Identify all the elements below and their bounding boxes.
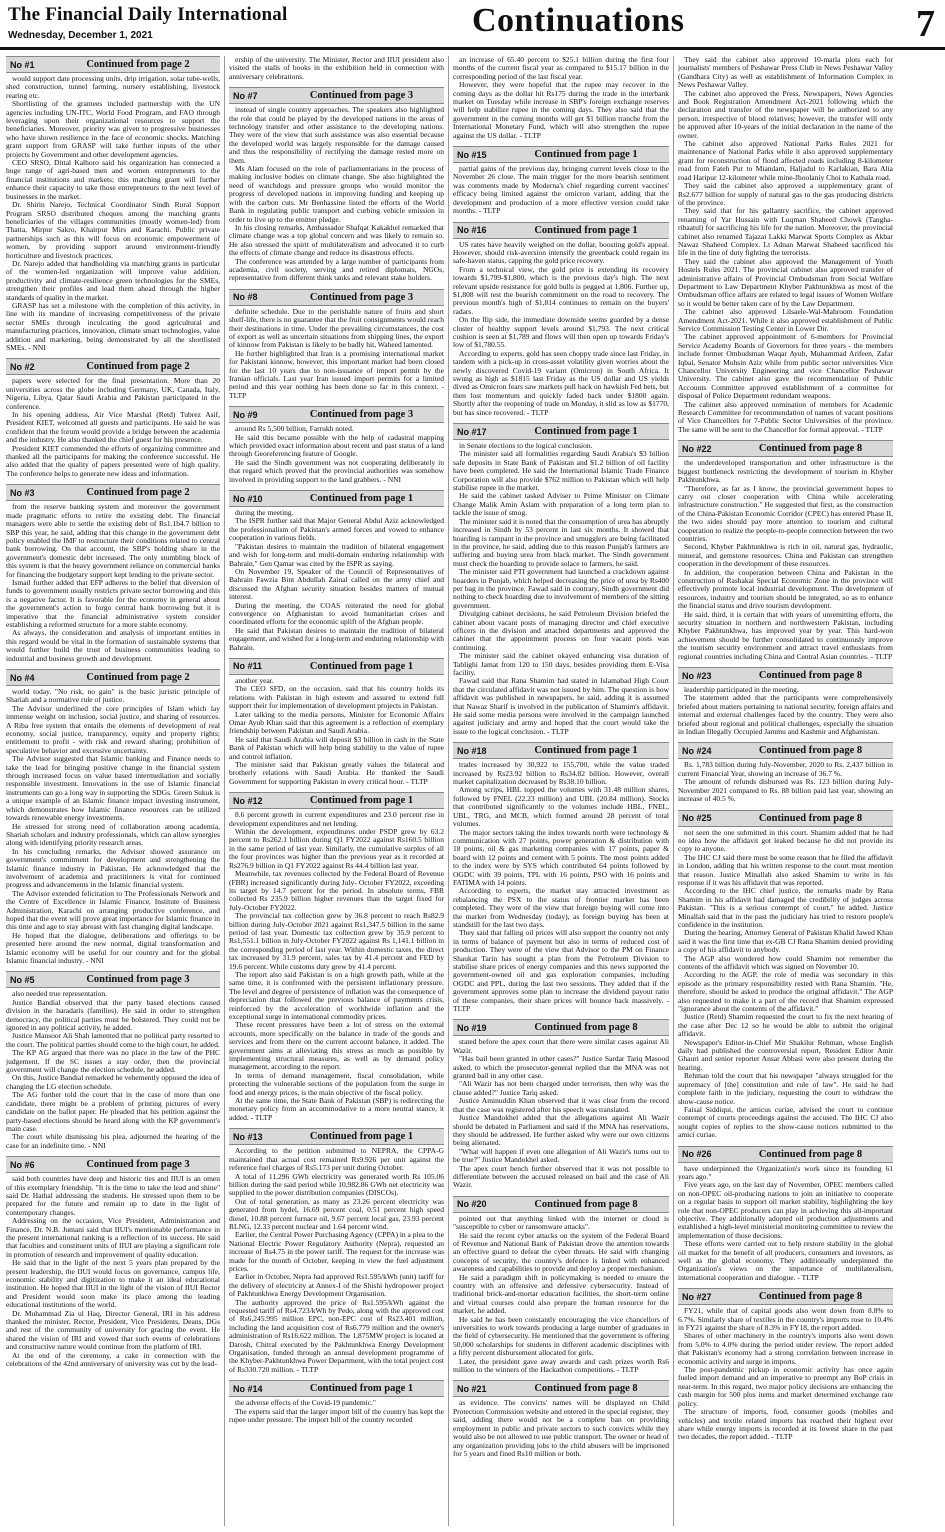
article-paragraph: 8.6 percent growth in current expenditures and 23.0 percent rise in development expenditures and net lending.	[229, 810, 444, 828]
article-header	[229, 87, 444, 104]
article-paragraph: In his concluding remarks, the Advisor showed assurance on government's commitment for development and strengthening the Islamic finance industry in Pakistan. He acknowledged that the involvement of academia and practitioners is vital for continued progress and advancements in the Islamic financial system.	[6, 846, 220, 890]
article-paragraph: They said the cabinet also approved the Management of Youth Hostels Rules 2021. The provincial cabinet also approved transfer of administrative affairs of Provincial Ombudsman from Social Welfare Department to Law Department Khyber Pakhtunkhwa as most of the Ombudsman office affairs are related to legal issues of Women Welfare so it would be better taken care of by the Law Department.	[678, 256, 893, 308]
article-paragraph: Ismail further added that EFP adheres to the belief that diversion of funds to government usually restricts private sector borrowing and this is a negative factor. It is favorable for the economy in general about the government's action to forgo central bank borrowing but it is imperative that the financial administrative system consider establishing a reformed structure for a more stable economy.	[6, 577, 220, 629]
article-paragraph: CEO SRSO, Dittal Kalhoro said his organization has connected a huge range of agri-based men and women entrepreneurs to the financial institutions and markets; this matching grant will further enhance their capacity to take those entrepreneurs to the next level of businesses in the market.	[6, 158, 220, 201]
article-paragraph: "What will happen if even one allegation of Ali Wazir's turns out to be true?" Justice Mandokhel asked.	[453, 1146, 669, 1165]
article-header	[453, 1196, 669, 1213]
article-header	[6, 56, 220, 73]
article-number: No #13	[233, 1131, 263, 1142]
article-paragraph: US rates have heavily weighed on the dollar, boosting gold's appeal. However, should risk-aversion intensify the greenback could regain its safe-haven status, capping the gold price recovery.	[453, 239, 669, 266]
article-paragraph: On November 19, Speaker of the Council of Representatives of Bahrain Fawzia Bint Abdullah Zainal called on the army chief and discussed the Afghan security situation besides matters of mutual interest.	[229, 566, 444, 602]
article-paragraph: the adverse effects of the Covid-19 pandemic."	[235, 1398, 376, 1408]
article-paragraph: He said the recent cyber attacks on the system of the Federal Board of Revenue and National Bank of Pakistan drove the attention towards an effective guard to defeat the cyber threats. He said with changing concepts of security, the country's defence is linked with enhanced awareness and capabilities to provide and deploy a proper mechanism.	[453, 1230, 669, 1274]
article-body	[229, 56, 444, 81]
article-paragraph: He stressed for strong need of collaboration among academia, Shariah scholars and industry professionals, which can allow synergies along with identifying priority research areas.	[6, 821, 220, 848]
article	[678, 1288, 893, 1442]
article-paragraph: In his opening address, Air Vice Marshal (Retd) Tubrez Asif, President KIET, welcomed all guests and participants. He said he was confident that the forum would provide a bridge between the academia and the industry. He also thanked the chief guest for his presence.	[6, 410, 220, 445]
article-header	[229, 658, 444, 675]
article	[229, 792, 444, 1122]
article	[229, 56, 444, 81]
article	[229, 658, 444, 786]
article-title: Continued from page 1	[534, 149, 638, 161]
article-title: Continued from page 8	[758, 443, 863, 455]
article-header	[6, 358, 220, 375]
article-paragraph: Later, the president gave away awards and cash prizes worth Rs6 million to the winners of the Hackathon competitions. - TLTP	[453, 1356, 669, 1375]
article-number: No #25	[682, 813, 712, 823]
article-paragraph: Shortlisting of the grantees included partnership with the UN agencies including UN-ITC, World Food Program, and FAO through leveraging upon their organizational resources to support the beneficiaries. Moreover, priority was given to progressive businesses who have shown resilience in the face of economic shocks. Matching grant support from GRASP will take further inputs of the other projects by Government and other development agencies.	[6, 99, 220, 159]
article-paragraph: These recent pressures have been a lot of stress on the external accounts, more specifically on the balance in trade of the goods and services and from there on the current account balance, it added. The government aims at alleviating this stress as much as possible by implementing structural measures, as well as by demand policy management, according to the report.	[229, 1020, 444, 1072]
article-body	[229, 1147, 444, 1374]
article-paragraph: However, they were hopeful that the rupee may recover in the coming days as the dollar hit Rs175 during the trade in the interbank market on Tuesday while increase in SBP's foreign exchange reserves will help stabilize rupee in the coming days. They also said that the government in the coming months will get $1 billion tranche from the International Monetary Fund, which will also strengthen the rupee against the US dollar. - TLTP	[453, 80, 669, 140]
article-title: Continued from page 8	[534, 1198, 638, 1210]
article-paragraph: The AGP also wondered how could Shamim not remember the contents of the affidavit which was signed on November 10.	[678, 953, 893, 971]
article-paragraph: would support date processing units, drip irrigation, solar tube-wells, shed construction, tunnel farming, nursery establishing, livestock rearing etc.	[6, 74, 220, 100]
article-number: No #22	[682, 443, 712, 454]
article-paragraph: Out of total generation, as many as 23.26 percent electricity was generated from hydel, 16.69 percent coal, 0.51 percent high speed diesel, 10.88 percent furnace oil, 9.67 percent local gas, 23.93 percent RLNG, 12.33 percent nuclear and 1.64 percent wind.	[229, 1196, 444, 1231]
article-header	[6, 1156, 220, 1173]
article-header	[453, 742, 669, 759]
article-paragraph: They said the cabinet also approved 10-marla plots each for journalists' members of Peshawar Press Club in News Peshawar Valley (Gandhara City) as well as establishment of Information Complex in News Peshawar Valley.	[678, 56, 893, 90]
article-body	[229, 106, 444, 283]
article-header	[453, 1019, 669, 1036]
article-number: No #23	[682, 670, 712, 681]
article-title: Continued from page 1	[534, 745, 638, 757]
article-header	[453, 146, 669, 163]
article-number: No #24	[682, 745, 712, 756]
article	[6, 484, 220, 663]
article-paragraph: instead of single country approaches. The speakers also highlighted the role that could be played by the developed nations in the areas of technology transfer and other assistance to the developing nations. They were of the view that such assistance was also essential because the developed world was largely responsible for the damage caused and thus the responsibility of rectifying the damage rested more on them.	[229, 105, 444, 165]
article-title: Continued from page 8	[758, 1148, 863, 1160]
article	[453, 222, 669, 418]
article-paragraph: Later talking to the media persons, Minister for Economic Affairs Omar Ayub Khan said that this agreement is a reflection of exemplary friendship between Pakistan and Saudi Arabia.	[229, 709, 444, 736]
article-paragraph: Justice Mandokhel added that the allegations against Ali Wazir should be debated in Parliament and said if the MNA has reservations, they should be addressed. He further asked why were our own citizens being alienated.	[453, 1113, 669, 1148]
article-body	[453, 241, 669, 418]
article-paragraph: The conference was attended by a large number of participants from academia, civil society, serving and retired diplomats, NGOs, representative from different think tanks and relevant stake holders.	[229, 256, 444, 283]
article-title: Continued from page 2	[86, 487, 190, 499]
column-rule	[224, 56, 225, 1526]
article-number: No #21	[457, 1383, 487, 1394]
article-paragraph: The experts said that the larger import bill of the country has kept the rupee under pressure. The import bill of the country recorded	[229, 1406, 444, 1425]
article-body	[6, 503, 220, 663]
article-paragraph: "Has bail been granted in other cases?" Justice Sardar Tariq Masood asked, to which the prosecutor-general replied that the MNA was not granted bail in any other case.	[453, 1054, 669, 1081]
article-number: No #6	[10, 1159, 35, 1170]
article	[453, 1196, 669, 1375]
article	[229, 1128, 444, 1374]
article-title: Continued from page 3	[86, 1159, 190, 1171]
article-paragraph: The cabinet also approved Lilsaele-Wal-Mahroom Foundation Amendment Act-2021. While it also approved establishment of Public Service Commission Testing Center in Lower Dir.	[678, 307, 893, 333]
article-paragraph: From a technical view, the gold price is extending its recovery towards $1,799-$1,800, which is the previous day's high. The next relevant upside resistance for gold bulls is pegged at 1,806. Further up, $1,808 will test the bearish commitment on the road to recovery. The previous month's high of $1,814 continues to remain on the buyers' radars.	[453, 264, 669, 316]
article-header	[678, 742, 893, 759]
article	[678, 810, 893, 1140]
article-paragraph: He said he has been constantly encouraging the vice chancellors of universities to work towards producing a large number of graduates in the field of cybersecurity. He mentioned that the government is offering 50,000 scholarships for students in different academic disciplines with a fifty percent disbursement allocated for girls.	[453, 1314, 669, 1358]
article-header	[229, 1380, 444, 1397]
article-paragraph: He said that in the light of the next 5 years plan prepared by the present leadership, the IIUI would focus on governance, campus life, economic stability and digitization to make it an ideal educational institution. He hoped that IIUI in the light of the vision of IIUI Rector and President would soon make its place among the leading educational institutions of the world.	[6, 1258, 220, 1310]
article-title: Continued from page 2	[86, 672, 190, 683]
article-paragraph: The amount of refunds disbursed was Rs. 123 billion during July- November 2021 compared to Rs. 88 billion paid last year, showing an increase of 40.5 %.	[678, 777, 893, 804]
article-number: No #5	[10, 974, 35, 985]
article-paragraph: He said the Sindh government was not cooperating deliberately in that regard which proved that the provincial authorities was somehow involved in providing support to the land grabbers. - NNI	[229, 457, 444, 484]
article-paragraph: He said a paradigm shift in policymaking is needed to ensure the country with an offensive and defensive cybersecurity. Instead of traditional brick-and-mortar education facilities, the short-term online and virtual courses could also prepare the human resource for the market, he added.	[453, 1272, 669, 1316]
article	[6, 56, 220, 352]
article-paragraph: Faisal Siddiqui, the amicus curiae, advised the court to continue contempt of courts proceedings against the accused. The IHC CJ also sought copies of replies to the show-cause notices submitted to the amici curiae.	[678, 1104, 893, 1140]
article-body	[229, 677, 444, 786]
article-number: No #14	[233, 1383, 263, 1394]
article-body	[229, 811, 444, 1122]
article-paragraph: During the hearing, Attorney General of Pakistan Khalid Jawed Khan said it was the first time that ex-GB CJ Rana Shamim denied providing a copy of his affidavit to anybody.	[678, 928, 893, 955]
column-4	[678, 56, 893, 1526]
article-paragraph: At the same time, the State Bank of Pakistan (SBP) is redirecting the monetary policy from an accommodative to a more neutral stance, it added. - TLTP	[229, 1096, 444, 1122]
article-body	[6, 377, 220, 478]
article-title: Continued from page 8	[534, 1022, 638, 1034]
article-title: Continued from page 3	[86, 974, 190, 986]
article-paragraph: said both countries have deep and historic ties and IIUI is an omen of this exemplary friendship. "It is the time to take the lead and shine" said Dr. Hathal addressing the students. He stressed upon them to be prepared for the future and remain up to date in the light of contemporary changes.	[6, 1174, 220, 1217]
article-number: No #26	[682, 1149, 712, 1160]
article-paragraph: world today. "No risk, no gain" is the basic juristic principle of Shariah and a normative rule of justice.	[6, 687, 220, 705]
article-paragraph: papers were selected for the final presentation. More than 20 universities across the globe including Germany, UK, Canada, Italy, Nigeria, Libya, Qatar Saudi Arabia and Pakistan participated in the conference.	[6, 376, 220, 411]
article-body	[678, 1165, 893, 1283]
article	[229, 1380, 444, 1424]
article-number: No #11	[233, 661, 263, 672]
article-header	[229, 289, 444, 306]
article-paragraph: "Pakistan desires to maintain the tradition of bilateral engagement and wish for long-term and multi-domain enduring relationship with Bahrain," Gen Qamar was cited by the ISPR as saying.	[229, 541, 444, 568]
article-number: No #19	[457, 1022, 487, 1033]
article-number: No #10	[233, 493, 263, 504]
article-paragraph: Newspaper's Editor-in-Chief Mir Shakilur Rehman, whose English daily had published the controversial report, Resident Editor Amir Ghauri and senior reporter Ansar Abbasi were also present during the hearing.	[678, 1037, 893, 1072]
article-number: No #20	[457, 1199, 487, 1210]
article-paragraph: around Rs 5,500 billion, Farrukh noted.	[235, 424, 354, 434]
article-paragraph: A total of 11,296 GWh electricity was generated worth Rs 105.06 billion during the said period while 10,982.86 GWh net electricity was supplied to the power distribution companies (DISCOs).	[229, 1171, 444, 1198]
article-paragraph: during the meeting.	[235, 508, 294, 518]
article-header	[678, 667, 893, 684]
article-paragraph: The minister said all formalities regarding Saudi Arabia's $3 billion safe deposits in State Bank of Pakistan and $1.2 billion of oil facility have been completed. He said the International Islamic Trade Finance Corporation will also provide $762 million to Pakistan which will help stabilise rupee in the market.	[453, 449, 669, 493]
article-body	[678, 459, 893, 661]
column-rule	[448, 56, 449, 1526]
article-paragraph: As always, the consideration and analysis of important entities in this regard would be vital in the formation of sustainable systems that would further build the trust of business communities leading to industrial and business growth and development.	[6, 628, 220, 663]
article-paragraph: another year.	[235, 675, 274, 685]
column-3	[453, 56, 669, 1526]
article-paragraph: The minister said that Pakistan greatly values the bilateral and brotherly relations with Saudi Arabia. He thanked the Saudi Government for supporting Pakistan in every critical hour. - TLTP	[229, 760, 444, 786]
article	[678, 742, 893, 803]
article-paragraph: According to experts, the market stay attracted investment as rebalancing the PSX to the status of frontier market has been completed. They were of the view that foreign buying will come into the market from Wednesday (today), as foreign buying has been at standstill for the last two days.	[453, 886, 669, 929]
article-title: Continued from page 8	[758, 1291, 863, 1303]
article	[229, 87, 444, 283]
article-paragraph: Ms Alam focused on the role of parliamentarians in the process of making inclusive bodies on climate change. She also highlighted the need of watchdogs and pressure groups who would monitor the progress of developed nations in improving funding and keeping up with the carbon cuts. Mr Benhassine listed the efforts of the World Bank in regulating public transport and curbing vehicle emission in order to live up to the emitter pledge.	[229, 164, 444, 224]
article-paragraph: The cabinet also approved nomination of members for Academic Research Committee for recommendation of names of vacant positions of Vice Chancellors for 7-Public Sector Universities of the province. The same will be sent to the Chancellor for formal approval. - TLTP	[678, 399, 893, 434]
article-number: No #7	[233, 90, 258, 101]
article-paragraph: Fawad said that Rana Shamim had stated in Islamabad High Court that the circulated affidavit was not issued by him. The question is how affidavit was published in newspapers, he said, adding it is assumed that Nawaz Sharif is involved in the publication of Shamim's affidavit. He said some media persons were involved in the campaign launched against judiciary and army and hoped that the court would take the issue to the logical conclusion. - TLTP	[453, 676, 669, 736]
article-header	[453, 222, 669, 239]
article-paragraph: On the flip side, the immediate downside seems guarded by a dense cluster of healthy support levels around $1,793. The next critical cushion is seen at $1,789 and flows will then open up towards Friday's low of $1,780.55.	[453, 315, 669, 350]
article	[453, 56, 669, 140]
article-title: Continued from page 2	[86, 59, 190, 70]
article-title: Continued from page 1	[309, 660, 414, 672]
article	[678, 56, 893, 434]
article-paragraph: According to experts, gold has seen choppy trade since last Friday, in tandem with a pick-up in cross-asset volatility given worries about the newly discovered Covid-19 variant (Omicron) in South Africa. It swung as high as $1815 last Friday as the US dollar and US yields dived as Omicron fears saw markets pull back on hawkish Fed bets, but then lost momentum and quickly faded back under $1800 again. Shortly after the reopening of trade on Monday, it slid as low as $1770, but has since recovered. - TLTP	[453, 348, 669, 417]
article-number: No #27	[682, 1291, 712, 1302]
article-paragraph: Justice Aminuddin Khan observed that it was clear from the record that the case was registered after his speech was translated.	[453, 1096, 669, 1114]
article-paragraph: Rehman told the court that his newspaper "always struggled for the supremacy of [the] constitution and rule of law". He said he had complete faith in the judiciary, requesting the court to withdraw the show-cause notice.	[678, 1071, 893, 1106]
article-body	[678, 686, 893, 736]
article-number: No #4	[10, 672, 35, 683]
article-paragraph: Rs. 1,783 billion during July-November, 2020 to Rs. 2,437 billion in current Financial Year, showing an increase of 36.7 %.	[678, 760, 893, 778]
article-header	[229, 792, 444, 809]
article-title: Continued from page 3	[309, 409, 414, 421]
article-body	[453, 1038, 669, 1189]
issue-date: Wednesday, December 1, 2021	[8, 30, 153, 41]
article-paragraph: Five years ago, on the last day of November, OPEC members called on non-OPEC oil-producing nations to join an initiative to cooperate on a regular basis to support oil market stability, highlighting the key role that non-OPEC producers can play in achieving this all-important objective. They additionally adopted oil production adjustments and established a high-level ministerial monitoring committee to review the implementation of those decisions.	[678, 1180, 893, 1240]
article-title: Continued from page 3	[309, 291, 414, 303]
article-body	[678, 761, 893, 803]
article-paragraph: GRASP has set a milestone with the completion of this activity, in line with its mandate of increasing competitiveness of the private sector SMEs through inculcating the good agricultural and manufacturing practices, innovation, climate smart technologies, value addition and marketing, being demonstrated by all the shortlisted SMEs. - NNI	[6, 300, 220, 352]
article-paragraph: According to the IHC chief justice, the remarks made by Rana Shamim in his affidavit had damaged the credibility of judges across Pakistan. "This is a serious contempt of court," he added. Justice Minallah said that in the past the judiciary has tried to restore people's confidence in the institution.	[678, 886, 893, 929]
article-paragraph: He said that Saudi Arabia will deposit $3 billion in cash in the State Bank of Pakistan which will help bring stability to the value of rupee and control inflation.	[229, 734, 444, 761]
article-header	[678, 1146, 893, 1163]
article-paragraph: Dr. Muhammad Zia ul Haq, Director General, IRI in his address thanked the minister, Rector, President, Vice Presidents, Deans, DGs and rest of the community of university for gracing the event. He shared the vision of IRI and vowed that such events of celebrations and constructive nature would continue from the platform of IRI.	[6, 1308, 220, 1352]
article-header	[6, 971, 220, 988]
article-title: Continued from page 8	[758, 745, 863, 757]
article-number: No #2	[10, 361, 35, 372]
article	[453, 146, 669, 215]
article	[229, 289, 444, 400]
article-paragraph: On this, Justice Bandial remarked he vehemently opposed the idea of changing the LG election schedule.	[6, 1073, 220, 1091]
article-paragraph: FY21, while that of capital goods also went down from 8.8% to 6.7%. Similarly share of textiles in the country's imports rose to 10.4% in FY21 against the share of 8.3% in FY18, the report added.	[678, 1306, 893, 1333]
article	[453, 1019, 669, 1189]
article-paragraph: In his closing remarks, Ambassador Shafqat Kakakhel remarked that climate change was a top global concern and was likely to remain so. He also stressed the spirit of multilateralism and advocated it to curb the effects of climate change and reduce its disastrous effects.	[229, 222, 444, 258]
article-paragraph: He hoped that the dialogue, deliberations and offerings to be presented here around the new normal, digital transformation and Islamic economy will be useful for our country and for the global Islamic financial industry. - NNI	[6, 930, 220, 965]
article-header	[678, 1288, 893, 1305]
column-1	[6, 56, 220, 1526]
article-body	[453, 442, 669, 736]
article-title: Continued from page 1	[309, 795, 414, 807]
article-paragraph: have underpinned the Organization's work since its founding 61 years ago."	[678, 1163, 893, 1181]
article	[678, 440, 893, 661]
article-paragraph: He further highlighted that Iran is a promising international market for Pakistani kinnow, however, this important market had been closed for the last 10 years due to non-issuance of import permit by the Iranian officials. Last year Iran issued import permits for a limited period and this year nothing has been done so far in this context. - TLTP	[229, 348, 444, 400]
article-header	[229, 406, 444, 423]
article-paragraph: The report also said Pakistan is on a high growth path, while at the same time, it is confronted with the persistent inflationary pressure. The level and degree of persistence of inflation was the consequence of depreciation that followed the previous balance of payments crisis, reinforced by the acceleration of worldwide inflation and the exceptional surge in international commodity prices.	[229, 969, 444, 1021]
article-paragraph: They said that falling oil prices will also support the country not only in terms of balance of payment but also in terms of reduced cost of production. They were of the view that Advisor to the PM on Finance Shaukat Tarin has sought a plan from the Petroleum Division to stabilise share prices of energy companies and this news supported the government-owned oil and gas exploration companies, including OGDC and PPL, during the last two sessions. They added that if the government approves some plan to increase the dividend payout ratio of these companies, their share prices will bounce back massively. - TLTP	[453, 928, 669, 1014]
article-paragraph: leadership participated in the meeting.	[684, 685, 799, 695]
article-paragraph: The apex court bench further observed that it was not possible to differentiate between the accused released on bail and the case of Ali Wazir.	[453, 1163, 669, 1190]
article-paragraph: as evidence. The convicts' names will be displayed on Child Protection Commission website and entered in the special register, they said, adding there would not be a complete ban on providing employment in public and private sectors to such convicts while they would also be not allowed to use public transport. The owner or head of any organization providing jobs to the child abusers will be imprisoned for 5 years and fined Rs10 million or both.	[453, 1398, 669, 1458]
masthead-left	[8, 4, 287, 41]
article-paragraph: pointed out that anything linked with the internet or cloud is "susceptible to cyber or ransomware attacks".	[453, 1213, 669, 1232]
article-body	[453, 56, 669, 140]
article-number: No #8	[233, 292, 258, 303]
article-body	[229, 308, 444, 400]
article-paragraph: the underdeveloped transportation and other infrastructure is the biggest bottleneck restricting the development of tourism in Khyber Pakhtunkhwa.	[678, 458, 893, 485]
article-paragraph: Addressing on the occasion, Vice President, Administration and Finance, Dr. N.B. Jumani said that IIUI's mentionable performance in the present international ranking is a reflection of its success. He said that faculties and constituent units of IIUI are playing a significant role in promotion of research and improvement of quality education.	[6, 1216, 220, 1259]
article-paragraph: In addition, the cooperation between China and Pakistan in the construction of Rashakai Special Economic Zone in the province will effectively promote local industrial development. The development of resources, industry and tourism should be integrated, so as to enhance the financial status and drive tourism development.	[678, 567, 893, 611]
article-paragraph: He said this became possible with the help of cadastral mapping which provided exact information about recent and past status of a land through Georeferencing feature of Google.	[229, 432, 444, 459]
article	[6, 669, 220, 965]
article-paragraph: The major sectors taking the index towards north were technology & communication with 27 points, power generation & distribution with 18 points, oil & gas marketing companies with 17 points, paper & board with 12 points and cement with 5 points. The most points added to the index were by SYS which contributed 64 points followed by OGDC with 39 points, TPL with 16 points, PSO with 16 points and FATIMA with 14 points.	[453, 827, 669, 887]
article-header	[453, 1380, 669, 1397]
article-paragraph: Divulging cabinet decisions, he said Petroleum Division briefed the cabinet about vacant posts of managing director and chief executive officers in the division and attached departments and approved the cabinet that the appointment process on four vacant posts was continuing.	[453, 609, 669, 652]
article-paragraph: The ISPR further said that Major General Abdul Aziz acknowledged the professionalism of Pakistan's armed forces and vowed to enhance cooperation in various fields.	[229, 516, 444, 543]
article-paragraph: Earlier, the Central Power Purchasing Agency (CPPA) in a plea to the National Electric Power Regulatory Authority (Nepra), requested an increase of Rs4.75 in the power tariff. The request for the increase was made for the month of October, keeping in view the fuel adjustment prices.	[229, 1230, 444, 1273]
article-paragraph: The IHC CJ said there must be some reason that he filed the affidavit in London, adding that his written response to the court must mention that reason. Justice Minallah also asked Shamim to write in his response if it was his affidavit that was reported.	[678, 852, 893, 887]
article-body	[678, 1307, 893, 1442]
article-body	[453, 1399, 669, 1458]
article-number: No #1	[10, 59, 35, 70]
article-paragraph: He said the cabinet tasked Adviser to Prime Minister on Climate Change Malik Amin Aslam with preparation of a long term plan to tackle the issue of smog.	[453, 491, 669, 518]
article-body	[678, 829, 893, 1140]
article	[678, 667, 893, 736]
article-body	[6, 990, 220, 1150]
article-paragraph: The post-pandemic pickup in economic activity has once again fueled import demand and an imperative to preempt any BoP crisis in near-term. In this regard, two major policy decisions are enhancing the cash margin for 500 plus items and market determined exchange rate policy.	[678, 1365, 893, 1408]
article-paragraph: not seen the one submitted in this court. Shamim added that he had no idea how the affidavit got leaked because he did not provide its copy to anyone.	[678, 827, 893, 854]
article-paragraph: At the end of the ceremony, a cake in connection with the celebrations of the 42nd anniversary of university was cut by the lead-	[6, 1350, 220, 1369]
article-paragraph: Within the development, expenditures under PSDP grew by 63.2 percent to Rs262.1 billion during Q1 FY2022 against Rs160.5 billion in the same period of last year. Similarly, the cumulative surplus of all the four provinces was higher than the previous year as it recorded at Rs276.9 billion in Q1 FY2022 against Rs 44.4 billion last year.	[229, 827, 444, 870]
article-paragraph: Dr. Narejo added that handholding via matching grants in particular of the women-led organization will improve value addition, productivity and climate-resilience green technologies for the SMEs, strengthen their profiles and lead them ahead through the higher standards of quality in the market.	[6, 258, 220, 302]
article-paragraph: He said that Pakistan desires to maintain the tradition of bilateral engagement, and wished for a long-term and enduring relationship with Bahrain.	[229, 625, 444, 652]
article-paragraph: The KP AG argued that there was no place in the law of the PHC judgement. If the SC issues a stay order, then the provincial government will change the election schedule, he added.	[6, 1048, 220, 1075]
article	[453, 742, 669, 1013]
article-paragraph: stated before the apex court that there were similar cases against Ali Wazir.	[453, 1037, 669, 1055]
article-paragraph: The cabinet also approved the Press, Newspapers, News Agencies and Book Registration Amendment Act-2021 following which the declaration and transfer of the newspaper will be authorized to any person, irrespective of blood relatives; however, the transfer will only be approved after 10-years of the initial declaration in the name of the owner.	[678, 88, 893, 140]
article-paragraph: also needed true representation.	[12, 989, 107, 999]
article-number: No #15	[457, 149, 487, 160]
article-paragraph: The Advisor underlined the core principles of Islam which lay immense weight on inclusion, social justice, and sharing of resources. A Riba free system that entails the elements of development of real economy, social justice, transparency, equity and property rights; entitlement to profit - with risk and reward sharing; prohibition of speculative behavior and excessive uncertainty.	[6, 703, 220, 755]
article-paragraph: During the meeting, the COAS reiterated the need for global convergence on Afghanistan to avoid humanitarian crises and coordinated efforts for the economic uplift of the Afghan people.	[229, 600, 444, 627]
article-paragraph: Second, Khyber Pakhtunkhwa is rich in oil, natural gas, hydraulic, mineral, and gemstone resources. China and Pakistan can strengthen cooperation in the development of these resources.	[678, 542, 893, 569]
article-body	[229, 1399, 444, 1424]
article-paragraph: President KIET commended the efforts of organizing committee and thanked all the participants for making the conference successful. He also added that the quality of papers presented were of high quality. The conference helps to generate new ideas and information.	[6, 443, 220, 478]
article	[6, 971, 220, 1150]
article-title: Continued from page 3	[309, 90, 414, 102]
newspaper-name: The Financial Daily International	[8, 4, 288, 25]
article-paragraph: According to the petition submitted to NEPRA, the CPPA-G maintained that actual cost remained Rs9.926 per unit against the reference fuel charges of Rs5.173 per unit during October.	[229, 1146, 444, 1173]
column-rule	[673, 56, 674, 1526]
article-paragraph: definite schedule. Due to the perishable nature of fruits and short shelf-life, there is no guarantee that the fruit consignments would reach their destinations in time. Under the prevailing circumstances, the cost of export as well as uncertain situations from shipping lines, the export of kinnow from Pakistan is likely to be badly hit, Waheed lamented.	[229, 306, 444, 350]
article-header	[6, 484, 220, 501]
article-title: Continued from page 8	[758, 670, 863, 682]
article-header	[229, 1128, 444, 1145]
article-title: Continued from page 2	[86, 361, 190, 373]
page-number: 7	[916, 3, 935, 45]
article-number: No #12	[233, 795, 263, 806]
article-number: No #17	[457, 426, 487, 437]
article-body	[229, 509, 444, 652]
article-number: No #9	[233, 409, 258, 420]
article	[6, 1156, 220, 1368]
article-header	[6, 669, 220, 686]
article-paragraph: The authority approved the price of Rs1.595/kWh against the requested tariff of Rs4.723/kWh by Pedo, along with the approved cost of Rs6,245.995 million EPC, non-EPC cost of Rs23.401 million, including the land acquisition cost of Rs6.779 million and the owner's administration of Rs16.622 million. The 1,875MW project is located at Darosh, Chitral executed by the Pakhtunkhwa Energy Development Organisation, funded through an annual development programme of the Khyber-Pakhtunkhwa Power Department, with the total project cost of Rs330.720 million. - TLTP	[229, 1297, 444, 1374]
article-number: No #16	[457, 225, 487, 235]
article-paragraph: Dr. Shirin Narejo, Technical Coordinator Sindh Rural Support Program SRSO distributed cheques among the matching grants beneficiaries of the villages communities (mostly women-led) from Thatta, Mirpur Sakro, Khairpur Mirs and Karachi. Public private partnerships such as this will focus on economic empowerment of women, by providing support around environment-friendly horticulture and livestock practices.	[6, 200, 220, 260]
article-title: Continued from page 1	[309, 1383, 414, 1395]
article-paragraph: in Senate elections to the logical conclusion.	[459, 441, 593, 451]
article-paragraph: According to the AGP, the role of media was secondary in this episode as the primary responsibility rested with Rana Shamim. "He, therefore, should be asked to produce the original affidavit." The AGP also requested to make it a part of the record that Shamim expressed "ignorance about the contents of the affidavit."	[678, 970, 893, 1014]
article-title: Continued from page 8	[758, 812, 863, 824]
article-body	[453, 761, 669, 1013]
article	[229, 490, 444, 652]
article-paragraph: The structure of imports, food, consumer goods (mobiles and vehicles) and textile related imports has reached their highest ever share while energy imports is recorded at its lowest share in the past two decades, the report added. - TLTP	[678, 1407, 893, 1442]
article	[453, 1380, 669, 1458]
article-body	[6, 1175, 220, 1368]
article-paragraph: from the reserve banking system and moreover the government made pragmatic efforts to retire the existing debt. The financial managers were able to settle the existing debt of Rs1.1b4.7 billion to SBP this year, he said, adding that this change in the government debt policy enabled the IMF to restructure their conditions related to central bank borrowing. On that account, the SBP's holding share in the government's domestic debt increased. The only stumbling block of this system is that the heavy government reliance on commercial banks for financing the budgetary support kept lending to the private sector.	[6, 502, 220, 579]
article-paragraph: The minister said PTI government had launched a crackdown against hoarders in Punjab, which helped decreasing the price of urea by Rs400 per bag in the province. Fawad said in contrary, Sindh government did nothing to check hoarding due to involvement of members of the sitting government.	[453, 567, 669, 610]
article-header	[453, 423, 669, 440]
section-title: Continuations	[472, 2, 685, 39]
article-paragraph: The CEO SFD, on the occasion, said that his country holds its relations with Pakistan in high esteem and assured to extend full support their for implementation of development projects in Pakistan.	[229, 684, 444, 711]
article-paragraph: They said that for his gallantry sacrifice, the cabinet approved renaming of Yar Hussain with Luqman Shaheed Chowk (Tangha-ribaatul) for sacrificing his life for the nation. Moreover, the provincial cabinet also renamed Tajazai Lakki Marwat Sports Complex as Akbar Nawaz Shaheed Complex. Lt Adnan Marwat Shaheed sacrificed his life in the line of duty fighting the terrorists.	[678, 206, 893, 258]
article-body	[229, 425, 444, 484]
article-body	[453, 1215, 669, 1375]
article-header	[678, 440, 893, 457]
article-title: Continued from page 1	[534, 224, 638, 236]
article-title: Continued from page 1	[309, 1131, 414, 1143]
article-paragraph: ership of the university. The Minister, Rector and IIUI president also visited the stalls of books in the exhibition held in connection with anniversary celebrations.	[229, 56, 444, 81]
article	[229, 406, 444, 484]
article-paragraph: The minister said it is noted that the consumption of urea has abruptly increased in Sindh by 53 percent in last six months. It showed that hoarding is rampant in the province and smugglers are being facilitated in the province, he said, adding due to this reason Punjab's farmers are suffering and buying urea from black market. The Sindh government must check the hoarding to provide solace to farmers, he said.	[453, 516, 669, 568]
article-title: Continued from page 8	[534, 1383, 638, 1395]
article-paragraph: partial gains of the previous day, bringing current levels close to the November 26 close. The main trigger for the more bearish sentiment was comments made by Moderna's chief regarding current vaccines' efficacy being limited against the omicron variant, adding that the development and production of a more effective version could take months. - TLTP	[453, 164, 669, 216]
article-paragraph: an increase of 65.40 percent to $25.1 billion during the first four months of the current fiscal year as compared to $15.17 billion in the corresponding period of the last fiscal year.	[453, 56, 669, 81]
article-paragraph: Earlier in October, Nepra had approved Rs1.595/kWh (unit) tariff for the delivery of electricity at Annex-I of the Shishi hydropower project of Pakhtunkhwa Energy Development Organisation.	[229, 1272, 444, 1299]
article-header	[678, 810, 893, 827]
article-paragraph: Justice Mansoor Ali Shah lamented that no political party resorted to the court. The political parties should come to the high court, he added.	[6, 1031, 220, 1049]
article	[453, 423, 669, 736]
article-paragraph: They said the cabinet also approved a supplementary grant of Rs2.677 billion for supply of natural gas to the gas producing districts of the province.	[678, 181, 893, 207]
article-paragraph: "Ali Wazir has not been charged under terrorism, then why was the clause added?" Justice Tariq asked.	[453, 1079, 669, 1097]
article-number: No #3	[10, 487, 35, 498]
article-body	[678, 56, 893, 434]
article-paragraph: These efforts were carried out to help restore stability in the global oil market for the benefit of all producers, consumers and investors, as well as the global economy. They additionally underpinned the Organization's views on the importance of multilateralism, international cooperation and dialogue. - TLTP	[678, 1239, 893, 1282]
article-body	[6, 75, 220, 352]
article-paragraph: In terms of demand management, fiscal consolidation, while protecting the vulnerable sections of the population from the surge in food and energy prices, is the main objective of the fiscal policy.	[229, 1070, 444, 1097]
article-paragraph: Meanwhile, tax revenues collected by the Federal Board of Revenue (FBR) increased significantly during July- October FY2022, exceeding its target by 14.7 percent for the period. In absolute terms, FBR collected Rs 235.9 billion higher revenues than the target fixed for July-October FY2022.	[229, 869, 444, 912]
article-paragraph: The cabinet approved appointment of 6-members for Provincial Service Academy Boards of Governors for three years - the members include former Ombudsman Waqar Ayub, Muhammad Arifeen, Zafar Iqbal, Senator Mohsin Aziz while from public sector universities Vice Chancellor University Engineering and vice Chancellor Peshawar University. The cabinet also gave the recommendation of Public Accounts Committee approved establishment of a committee for disposal of Police Department redundant weapons.	[678, 332, 893, 401]
article-body	[453, 165, 669, 215]
article-paragraph: He said, third, it is certain that with years of unremitting efforts, the security situation in northern and northwestern Pakistan, including Khyber Pakhtunkhwa, has improved year by year. This hard-won achievement should be further consolidated to continuously improve the tourism security environment and attract travel enthusiasts from regional countries including China and Central Asian countries. - TLTP	[678, 609, 893, 661]
article-paragraph: The provincial tax collection grew by 36.8 percent to reach Rs82.9 billion during July-October 2021 against Rs1,347.5 billion in the same period of last year. Domestic tax collection grew by 35.9 percent to Rs1,551.1 billion in July-October FY2022 against Rs 1,141.1 billion in the corresponding period of last year. Within domestic taxes, the direct tax increased by 31.9 percent, sales tax by 41.4 percent and FED by 19.6 percent. While customs duty grew by 41.4 percent.	[229, 911, 444, 971]
article-paragraph: "Therefore, as far as I know, the provincial government hopes to carry out closer cooperation with China while accelerating infrastructure construction." He suggested that first, as the construction of the China-Pakistan Economic Corridor (CPEC) has entered Phase II, the two sides should pay more attention to tourism and cultural cooperation to realize the people-to-people connection between the two countries.	[678, 483, 893, 543]
article-paragraph: Shares of other machinery in the country's imports also went down from 5.0% to 4.0% during the period under review. The report added that Pakistan's economy had a strong correlation between increase in economic activity and surge in imports.	[678, 1331, 893, 1366]
article-paragraph: Justice Bandial observed that the party based elections caused division in the baradaris (families). He said in order to strengthen democracy, the political parties must be bolstered. They could not be ignored in any political activity, he added.	[6, 997, 220, 1033]
article-header	[229, 490, 444, 507]
article-title: Continued from page 1	[534, 426, 638, 438]
article-paragraph: The minister said the cabinet okayed enhancing visa duration of Tablighi Jamat from 120 to 150 days, besides providing them E-Visa facility.	[453, 651, 669, 677]
article-paragraph: trades increased by 30,922 to 155,700, while the value traded increased by Rs23.92 billion to Rs34.82 billion. However, overall market capitalization decreased by Rs38.10 billion.	[453, 760, 669, 787]
article-body	[6, 688, 220, 965]
column-2	[229, 56, 444, 1526]
masthead	[0, 0, 945, 50]
article-paragraph: Among scrips, HBL topped the volumes with 31.48 million shares, followed by FNEL (22.23 million) and UBL (20.84 million). Stocks that contributed significantly to the volumes include HBL, FNEL, UBL, TRG, and MCB, which formed around 28 percent of total volumes.	[453, 785, 669, 829]
article	[678, 1146, 893, 1283]
article-number: No #18	[457, 745, 487, 756]
article	[6, 358, 220, 478]
article-paragraph: The Advisor extended felicitation to The Professionals Network and the Centre of Excellence in Islamic Finance, Institute of Business Administration, Karachi on arranging productive conference, and hoped that the event will prove great importance for Islamic finance in this time and age to stay abreast with fast changing digital landscape.	[6, 888, 220, 932]
article-paragraph: Justice (Retd) Shamim requested the court to fix the next hearing of the case after Dec 12 so he would be able to submit the original affidavit.	[678, 1012, 893, 1039]
article-title: Continued from page 1	[309, 493, 414, 505]
article-paragraph: The Advisor suggested that Islamic banking and Finance needs to take the lead for bringing positive change in the financial system through increased focus on value based intermediation and socially responsible investment. Innovations in the use of Islamic financial instruments can go a long way in supporting the SDGs. Green Sukuk is a unique example of an Islamic finance impact investing instrument, which demonstrates how Islamic finance resources can be utilized towards renewable energy investments.	[6, 754, 220, 823]
article-paragraph: The court while dismissing his plea, adjourned the hearing of the case for an indefinite time. - NNI	[6, 1132, 220, 1150]
article-paragraph: The statement added that the participants were comprehensively briefed about matters pertaining to national security, foreign affairs and internal and external challenges faced by the country. They were also briefed about regional and political challenges, especially the situation in Indian Illegally Occupied Jammu and Kashmir and Afghanistan.	[678, 693, 893, 737]
article-paragraph: The AG further told the court that in the case of more than one candidate, there might be a problem of printing pictures of every candidate on the ballot paper. He pleaded that his petition against the party-based elections should be heard along with the KP government's main case.	[6, 1090, 220, 1133]
article-paragraph: The cabinet also approved National Parks Rules 2021 for maintenance of National Parks while it also approved supplementary grant for reconstruction of flood affected roads including 8-kilometer road from Fateh Pur to Miandam, Haljadul to Karlakian, Bara Alia road Haripur 12-kilometer while mine-Jhoolaniy Choi to Kathala road.	[678, 139, 893, 182]
